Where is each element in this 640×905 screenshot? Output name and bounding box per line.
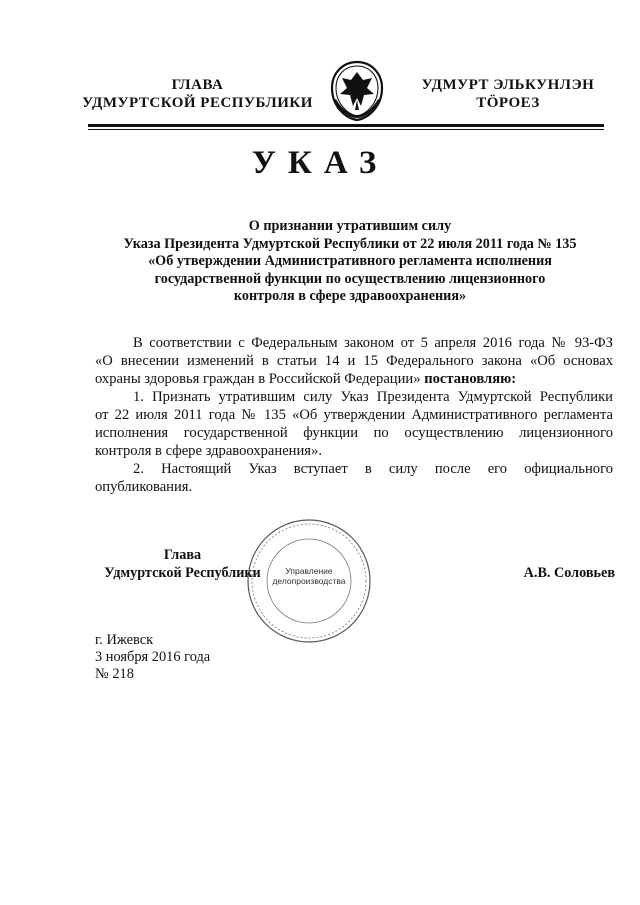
item1-line: от 22 июля 2011 года № 135 «Об утверждении Административного регламента (95, 407, 613, 423)
decree-subject (100, 218, 600, 306)
decree-word: постановляю: (424, 371, 517, 387)
header-right-line1: УДМУРТ ЭЛЬКУНЛЭН (421, 77, 595, 93)
signatory-position (95, 546, 270, 582)
document-footer (95, 632, 210, 683)
body-intro-line: В соответствии с Федеральным законом от 5 апреля 2016 года № 93-ФЗ (133, 335, 613, 351)
subject-line: государственной функции по осуществлению лицензионного (154, 270, 546, 287)
item2-line: опубликования. (95, 479, 193, 495)
stamp-label (268, 566, 350, 586)
document-title: УКАЗ (251, 145, 389, 181)
body-intro-text: охраны здоровья граждан в Российской Федерации» (95, 371, 421, 387)
item2-line: 2. Настоящий Указ вступает в силу после его официального (133, 461, 613, 477)
footer-city: г. Ижевск (95, 632, 154, 648)
stamp-line: Управление (285, 566, 333, 576)
subject-line: «Об утверждении Административного регламента исполнения (148, 253, 552, 269)
item1-line: контроля в сфере здравоохранения». (95, 443, 322, 459)
header-rule-thin (88, 129, 604, 130)
item1-line: 1. Признать утратившим силу Указ Президента Удмуртской Республики (133, 389, 613, 405)
body-intro-line-last (95, 370, 613, 388)
footer-date: 3 ноября 2016 года (95, 649, 211, 665)
header-left-block (80, 76, 315, 112)
udmurt-coat-of-arms-icon (328, 60, 386, 122)
subject-line: О признании утратившим силу (248, 218, 452, 234)
footer-number: № 218 (95, 666, 134, 682)
header-rule-thick (88, 124, 604, 127)
header-left-line2: УДМУРТСКОЙ РЕСПУБЛИКИ (82, 95, 313, 111)
header-left-line1: ГЛАВА (171, 77, 224, 93)
subject-line: контроля в сфере здравоохранения» (233, 288, 467, 304)
decree-body (95, 334, 613, 496)
signatory-name: А.В. Соловьев (523, 565, 615, 581)
signatory-position-line2: Удмуртской Республики (104, 565, 261, 581)
subject-line: Указа Президента Удмуртской Республики от 22 июля 2011 года № 135 (123, 235, 577, 252)
header-right-line2: ТӦРОЕЗ (476, 95, 540, 111)
item1-line: исполнения государственной функции по осуществлению лицензионного (95, 425, 613, 441)
header-right-block (408, 76, 608, 112)
stamp-line: делопроизводства (272, 576, 346, 586)
signatory-position-line1: Глава (163, 547, 202, 563)
body-intro-line: «О внесении изменений в статьи 14 и 15 Федерального закона «Об основах (95, 353, 613, 369)
